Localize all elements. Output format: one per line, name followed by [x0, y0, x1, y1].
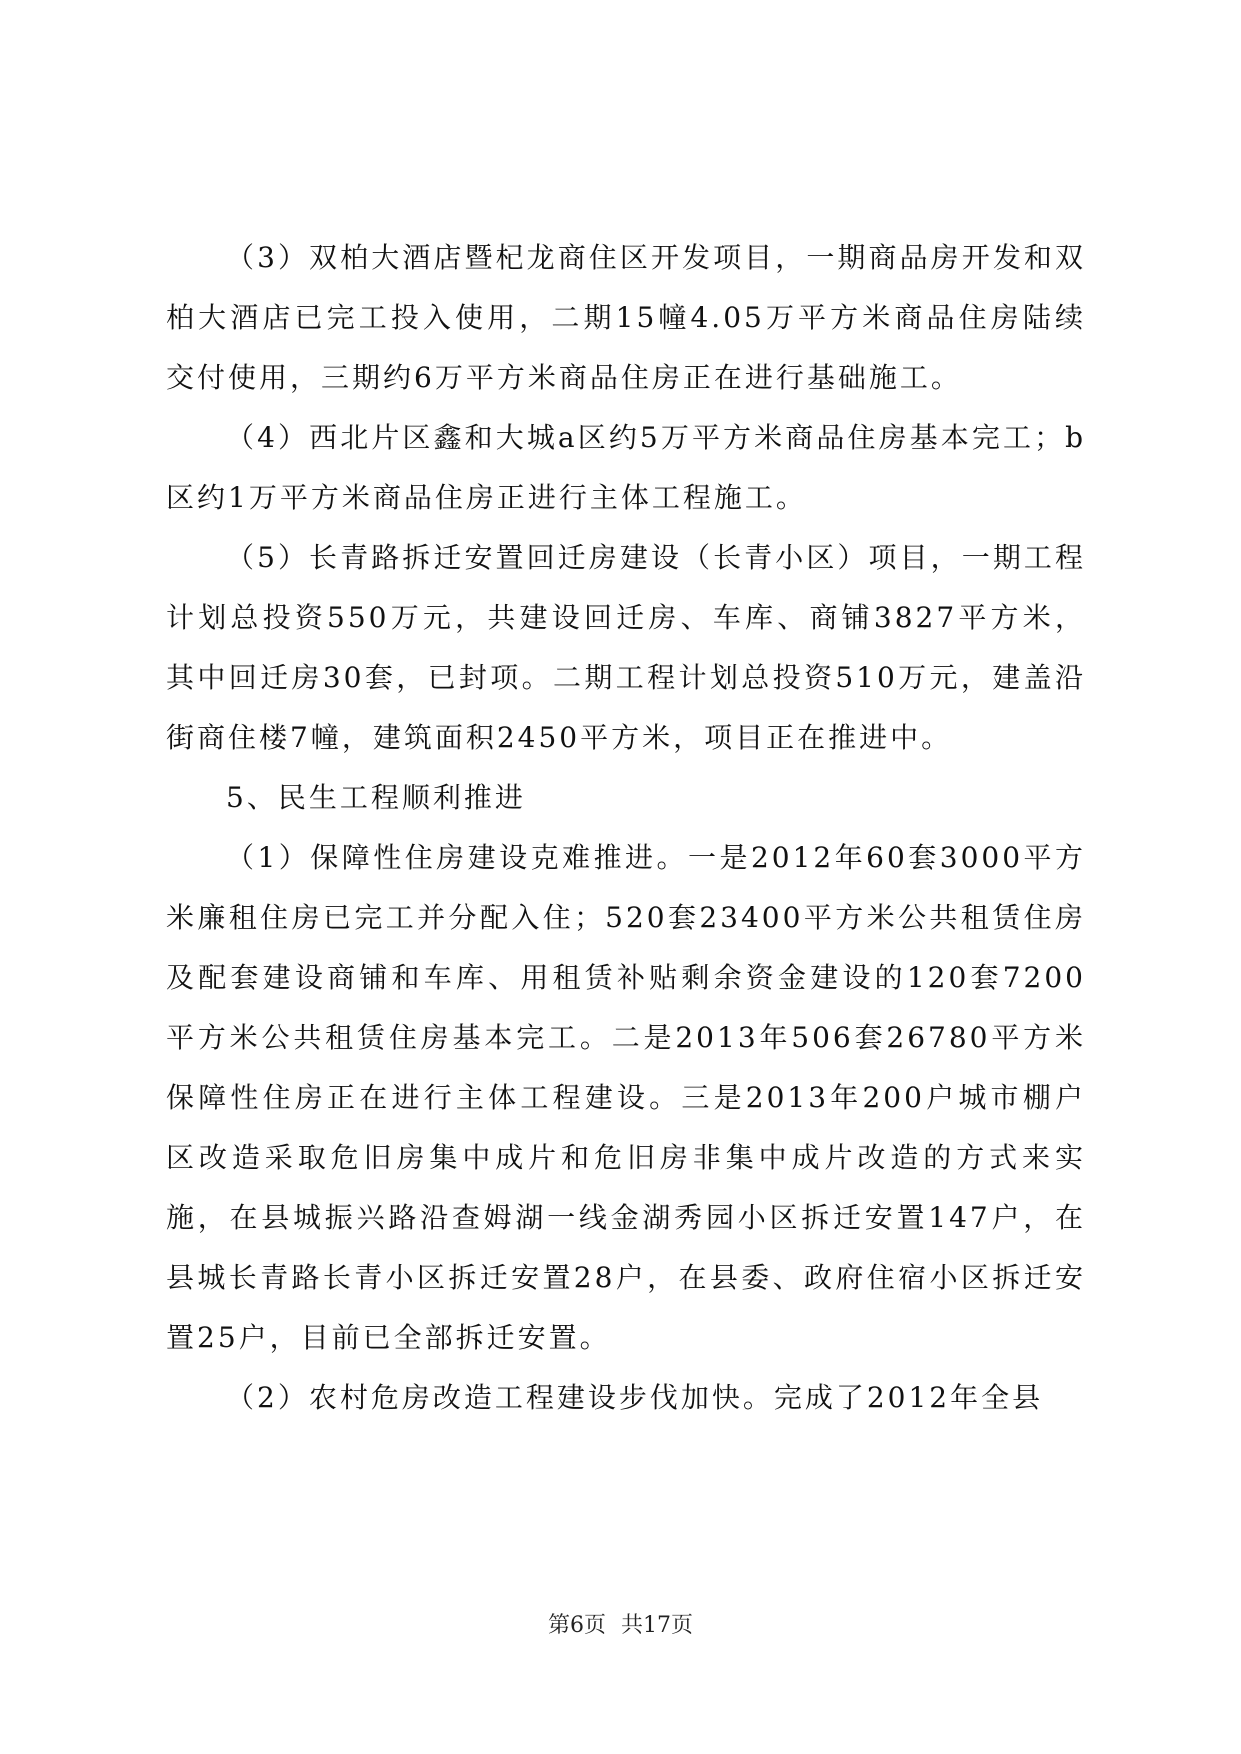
section-heading: 5、民生工程顺利推进 — [226, 781, 526, 814]
body-text — [166, 228, 1086, 1428]
paragraph-rural-renovation: （2）农村危房改造工程建设步伐加快。完成了2012年全县 — [226, 1381, 1044, 1414]
current-page-number: 第6页 — [548, 1613, 606, 1638]
paragraph-item-3: （3）双柏大酒店暨杞龙商住区开发项目，一期商品房开发和双柏大酒店已完工投入使用，二期15幢4.05万平方米商品住房陆续交付使用，三期约6万平方米商品住房正在进行基础施工。 — [166, 241, 1086, 394]
paragraph-item-5: （5）长青路拆迁安置回迁房建设（长青小区）项目，一期工程计划总投资550万元，共建设回迁房、车库、商铺3827平方米，其中回迁房30套，已封项。二期工程计划总投资510万元，建盖沿街商住楼7幢，建筑面积2450平方米，项目正在推进中。 — [166, 541, 1086, 754]
page-footer — [0, 1611, 1241, 1641]
paragraph-housing-security: （1）保障性住房建设克难推进。一是2012年60套3000平方米廉租住房已完工并分配入住；520套23400平方米公共租赁住房及配套建设商铺和车库、用租赁补贴剩余资金建设的120套7200平方米公共租赁住房基本完工。二是2013年506套26780平方米保障性住房正在进行主体工程建设。三是2013年200户城市棚户区改造采取危旧房集中成片和危旧房非集中成片改造的方式来实施，在县城振兴路沿查姆湖一线金湖秀园小区拆迁安置147户，在县城长青路长青小区拆迁安置28户，在县委、政府住宿小区拆迁安置25户，目前已全部拆迁安置。 — [166, 841, 1086, 1354]
paragraph-item-4: （4）西北片区鑫和大城a区约5万平方米商品住房基本完工；b区约1万平方米商品住房正进行主体工程施工。 — [166, 421, 1086, 514]
total-page-count: 共17页 — [621, 1613, 693, 1638]
